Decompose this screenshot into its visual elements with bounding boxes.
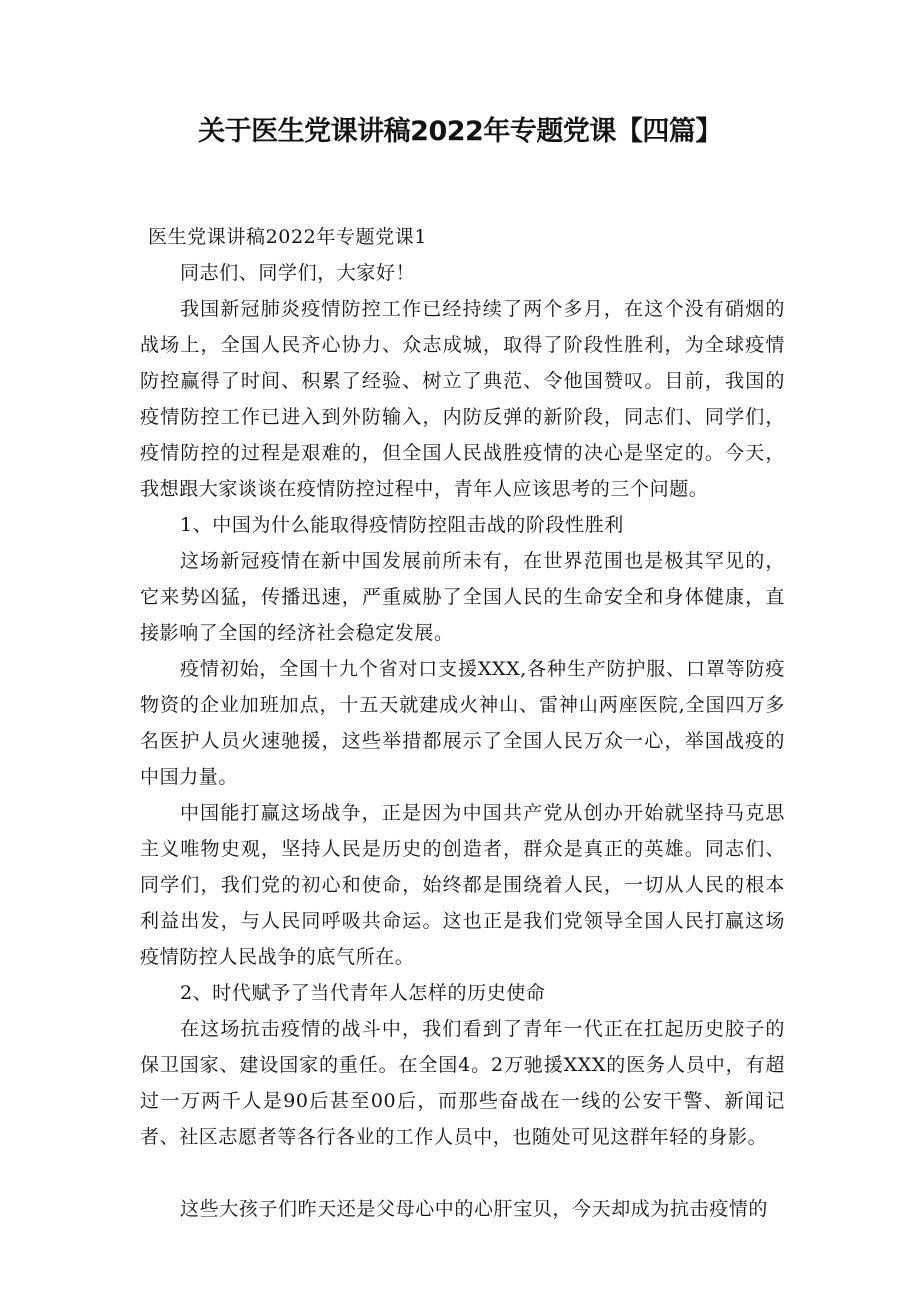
body-paragraph: 我国新冠肺炎疫情防控工作已经持续了两个多月，在这个没有硝烟的战场上，全国人民齐心协力、众志成城，取得了阶段性胜利，为全球疫情防控赢得了时间、积累了经验、树立了典范、令他国赞叹。目前，我国的疫情防控工作已进入到外防输入，内防反弹的新阶段，同志们、同学们，疫情防控的过程是艰难的，但全国人民战胜疫情的决心是坚定的。今天，我想跟大家谈谈在疫情防控过程中，青年人应该思考的三个问题。 xyxy=(140,298,785,500)
section-heading-1: 1、中国为什么能取得疫情防控阻击战的阶段性胜利 xyxy=(180,514,624,536)
document-title: 关于医生党课讲稿2022年专题党课【四篇】 xyxy=(198,116,722,147)
document-body xyxy=(140,219,785,1227)
body-paragraph: 在这场抗击疫情的战斗中，我们看到了青年一代正在扛起历史胶子的保卫国家、建设国家的重任。在全国4。2万驰援XXX的医务人员中，有超过一万两千人是90后甚至00后，而那些奋战在一线的公安干警、新闻记者、社区志愿者等各行各业的工作人员中，也随处可见这群年轻的身影。 xyxy=(140,1018,785,1148)
section-subtitle: 医生党课讲稿2022年专题党课1 xyxy=(148,226,428,248)
body-paragraph: 疫情初始，全国十九个省对口支援XXX,各种生产防护服、口罩等防疫物资的企业加班加点，十五天就建成火神山、雷神山两座医院,全国四万多名医护人员火速驰援，这些举措都展示了全国人民万众一心，举国战疫的中国力量。 xyxy=(140,658,785,788)
section-heading-2: 2、时代赋予了当代青年人怎样的历史使命 xyxy=(180,982,546,1004)
body-paragraph: 中国能打赢这场战争，正是因为中国共产党从创办开始就坚持马克思主义唯物史观，坚持人民是历史的创造者，群众是真正的英雄。同志们、同学们，我们党的初心和使命，始终都是围绕着人民，一切从人民的根本利益出发，与人民同呼吸共命运。这也正是我们党领导全国人民打赢这场疫情防控人民战争的底气所在。 xyxy=(140,802,785,968)
greeting-paragraph: 同志们、同学们，大家好！ xyxy=(180,262,416,284)
paragraph-gap xyxy=(140,1155,785,1191)
body-paragraph: 这场新冠疫情在新中国发展前所未有，在世界范围也是极其罕见的，它来势凶猛，传播迅速，严重威胁了全国人民的生命安全和身体健康，直接影响了全国的经济社会稳定发展。 xyxy=(140,550,785,644)
body-paragraph: 这些大孩子们昨天还是父母心中的心肝宝贝，今天却成为抗击疫情的 xyxy=(180,1198,769,1220)
